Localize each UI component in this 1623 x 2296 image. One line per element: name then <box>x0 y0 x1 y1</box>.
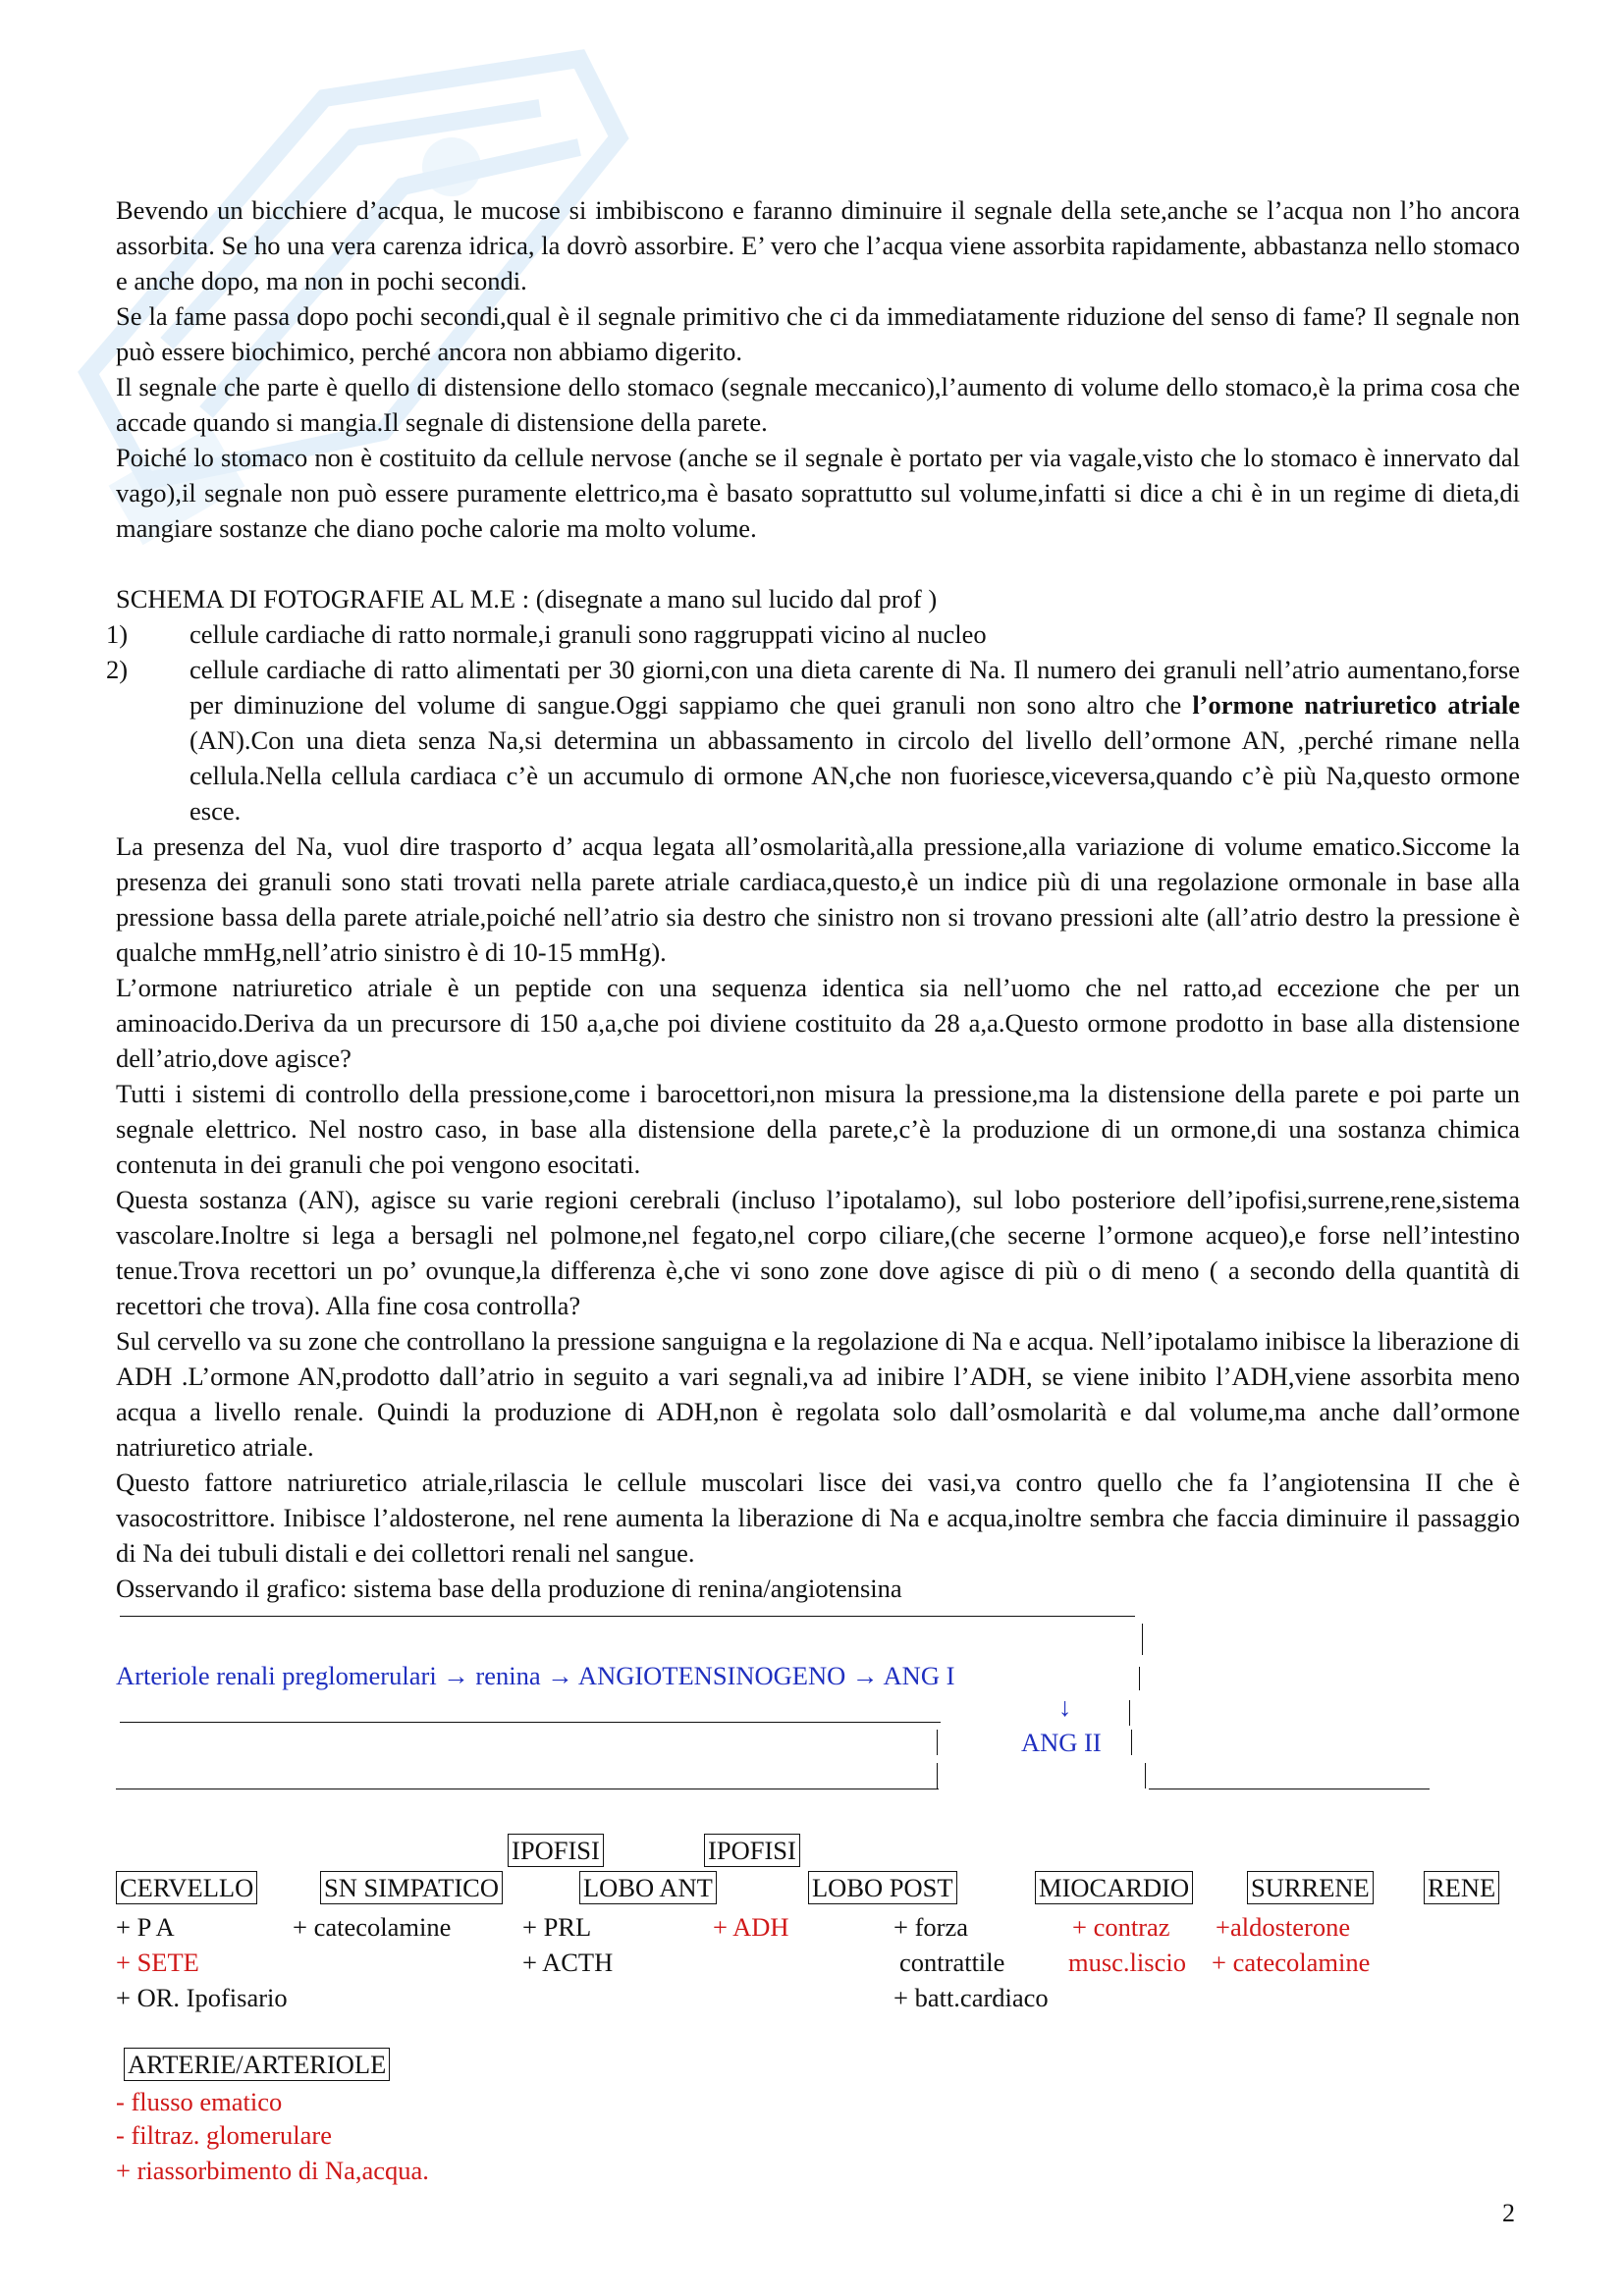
ipofisi-label: IPOFISI <box>508 1834 604 1867</box>
target-box: LOBO ANT <box>579 1871 717 1904</box>
effect: + catecolamine <box>293 1912 452 1942</box>
bold-term: l’ormone natriuretico atriale <box>1192 690 1520 720</box>
effect: + riassorbimento di Na,acqua. <box>116 2156 429 2185</box>
effect: + OR. Ipofisario <box>116 1983 288 2012</box>
paragraph: Bevendo un bicchiere d’acqua, le mucose si imbibiscono e faranno diminuire il segnale della sete,anche se l’acqua non l’ho ancora assorbita. Se ho una vera carenza idrica, la dovrò assorbire. E’ vero che l’acqua viene assorbita rapidamente, abbastanza nello stomaco e anche dopo, ma non in pochi secondi. <box>116 195 1520 295</box>
ang-ii-label: ANG II <box>1021 1728 1102 1757</box>
effect: contrattile <box>899 1948 1005 1977</box>
paragraph: Poiché lo stomaco non è costituito da cellule nervose (anche se il segnale è portato per via vagale,visto che lo stomaco è innervato dal vago),il segnale non può essere puramente elettrico,ma è basato soprattutto sul volume,infatti si dice a chi è in un regime di dieta,di mangiare sostanze che diano poche calorie ma molto volume. <box>116 443 1520 543</box>
target-box: MIOCARDIO <box>1035 1871 1193 1904</box>
effect: - flusso ematico <box>116 2087 283 2116</box>
effect: + ACTH <box>522 1948 614 1977</box>
effect: + PRL <box>522 1912 592 1942</box>
down-arrow-icon: ↓ <box>1058 1692 1072 1722</box>
chain-text: Arteriole renali preglomerulari → renina → ANGIOTENSINOGENO → ANG I <box>116 1661 955 1690</box>
paragraph: L’ormone natriuretico atriale è un peptide con una sequenza identica sia nell’uomo che nel ratto,ad eccezione che per un aminoacido.Deriva da un precursore di 150 a,a,che poi diviene costituito da 28 a,a.Questo ormone prodotto in base alla distensione dell’atrio,dove agisce? <box>116 973 1520 1073</box>
effect: + catecolamine <box>1212 1948 1371 1977</box>
effect: + contraz <box>1072 1912 1170 1942</box>
target-box: CERVELLO <box>116 1871 257 1904</box>
effect: musc.liscio <box>1068 1948 1186 1977</box>
effect: - filtraz. glomerulare <box>116 2120 332 2150</box>
paragraph: Il segnale che parte è quello di distensione dello stomaco (segnale meccanico),l’aumento di volume dello stomaco,è la prima cosa che accade quando si mangia.Il segnale di distensione della parete. <box>116 372 1520 437</box>
paragraph: Questa sostanza (AN), agisce su varie regioni cerebrali (incluso l’ipotalamo), sul lobo posteriore dell’ipofisi,surrene,rene,sistema vascolare.Inoltre si lega a bersagli nel polmone,nel fegato,nel corpo ciliare,(che secerne l’ormone acqueo),e forse nell’intestino tenue.Trova recettori un po’ ovunque,la differenza è,che vi sono zone dove agisce di più o di meno ( a secondo della quantità di recettori che trova). Alla fine cosa controlla? <box>116 1185 1520 1320</box>
arterie-box: ARTERIE/ARTERIOLE <box>124 2048 390 2081</box>
list-item: 1) cellule cardiache di ratto normale,i granuli sono raggruppati vicino al nucleo <box>106 619 987 649</box>
target-box: SN SIMPATICO <box>320 1871 503 1904</box>
effect: + ADH <box>713 1912 789 1942</box>
paragraph: Sul cervello va su zone che controllano la pressione sanguigna e la regolazione di Na e acqua. Nell’ipotalamo inibisce la liberazione di ADH .L’ormone AN,prodotto dall’atrio in seguito a vari segnali,va ad inibire l’ADH, se viene inibito l’ADH,viene assorbita meno acqua a livello renale. Quindi la produzione di ADH,non è regolata solo dall’osmolarità e dal volume,ma anche dall’ormone natriuretico atriale. <box>116 1326 1520 1462</box>
paragraph: Tutti i sistemi di controllo della pressione,come i barocettori,non misura la pressione,ma la distensione della parete e poi parte un segnale elettrico. Nel nostro caso, in base alla distensione della parete,c’è la produzione di un ormone,di una sostanza chimica contenuta in dei granuli che poi vengono esocitati. <box>116 1079 1520 1179</box>
page-number: 2 <box>1502 2199 1515 2227</box>
target-box: LOBO POST <box>808 1871 957 1904</box>
paragraph: Osservando il grafico: sistema base della produzione di renina/angiotensina <box>116 1574 902 1603</box>
effect: + P A <box>116 1912 175 1942</box>
target-box: SURRENE <box>1247 1871 1374 1904</box>
effect: + SETE <box>116 1948 199 1977</box>
effect: + forza <box>893 1912 968 1942</box>
effect: +aldosterone <box>1216 1912 1351 1942</box>
paragraph: Questo fattore natriuretico atriale,rilascia le cellule muscolari lisce dei vasi,va contro quello che fa l’angiotensina II che è vasocostrittore. Inibisce l’aldosterone, nel rene aumenta la liberazione di Na e acqua,inoltre sembra che faccia diminuire il passaggio di Na dei tubuli distali e dei collettori renali nel sangue. <box>116 1468 1520 1568</box>
list-item: 2) cellule cardiache di ratto alimentati per 30 giorni,con una dieta carente di Na. Il numero dei granuli nell’atrio aumentano,forse per diminuzione del volume di sangue.Oggi sappiamo che quei granuli non sono altro che l’ormone natriuretico atriale (AN).Con una dieta senza Na,si determina un abbassamento in circolo del livello dell’ormone AN, ,perché rimane nella cellula.Nella cellula cardiaca c’è un accumulo di ormone AN,che non fuoriesce,viceversa,quando c’è più Na,questo ormone esce. <box>106 655 1520 826</box>
effect: + batt.cardiaco <box>893 1983 1049 2012</box>
target-box: RENE <box>1424 1871 1499 1904</box>
schema-title: SCHEMA DI FOTOGRAFIE AL M.E : (disegnate a mano sul lucido dal prof ) <box>116 584 938 614</box>
numbered-list <box>106 616 1520 828</box>
paragraph: Se la fame passa dopo pochi secondi,qual è il segnale primitivo che ci da immediatamente riduzione del senso di fame? Il segnale non può essere biochimico, perché ancora non abbiamo digerito. <box>116 301 1520 366</box>
document-body <box>106 192 1520 1606</box>
ipofisi-label: IPOFISI <box>704 1834 800 1867</box>
paragraph: La presenza del Na, vuol dire trasporto d’ acqua legata all’osmolarità,alla pressione,alla variazione di volume ematico.Siccome la presenza dei granuli sono stati trovati nella parete atriale cardiaca,questo,è un indice più di una regolazione ormonale in base alla pressione bassa della parete atriale,poiché nell’atrio sia destro che sinistro non si trovano pressioni alte (all’atrio destro la pressione è qualche mmHg,nell’atrio sinistro è di 10-15 mmHg). <box>116 831 1520 967</box>
